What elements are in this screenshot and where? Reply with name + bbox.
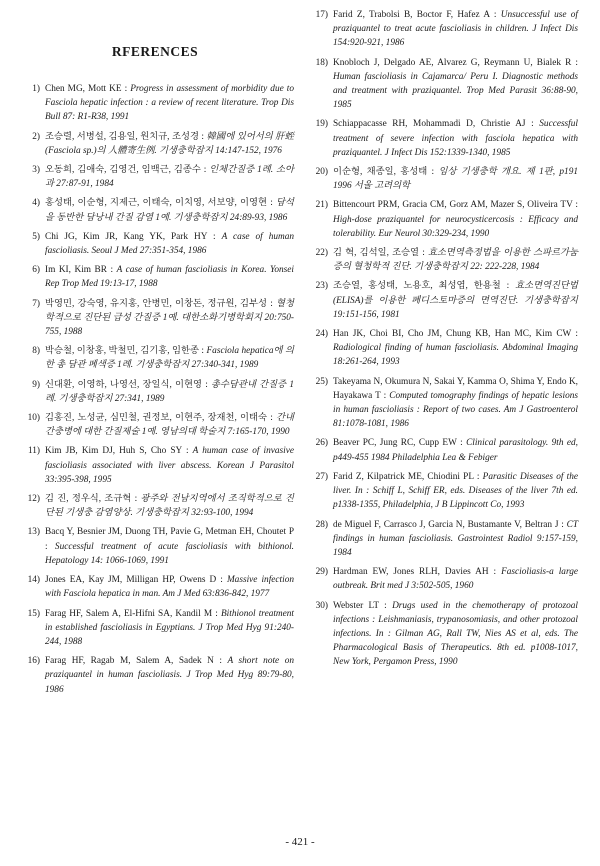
- reference-citation: High-dose praziquantel for neurocysticercosis : Efficacy and tolerability. Eur Neurol 30:329-234, 1990: [333, 214, 578, 239]
- reference-text: [333, 117, 578, 160]
- reference-authors: Farag HF, Ragab M, Salem A, Sadek N :: [45, 656, 228, 667]
- reference-number: 19): [315, 119, 328, 130]
- reference-text: [45, 607, 294, 650]
- reference-text: [45, 492, 294, 520]
- reference-item: [18, 263, 294, 291]
- reference-text: [45, 163, 294, 191]
- reference-item: [306, 470, 578, 513]
- reference-item: [18, 297, 294, 340]
- reference-text: [333, 565, 578, 593]
- reference-citation: 인체간질증 1례. 소아과 27:87-91, 1984: [45, 165, 294, 190]
- reference-number: 12): [27, 494, 40, 505]
- reference-citation: Drugs used in the chemotherapy of protozoal infections : Leishmaniasis, trypanosomiasis, and other protozoal infections. In : Gilman AG, Rall TW, Nies AS et al, eds. The Pharmacological Basis of Therapeutics. 8th ed. p1008-1017, New York, Pergamon Press, 1990: [333, 600, 578, 668]
- reference-authors: Chen MG, Mott KE :: [45, 84, 131, 94]
- reference-item: [18, 130, 294, 158]
- reference-citation: 담석을 동반한 담낭내 간질 감염 1예. 기생충학잡지 24:89-93, 1986: [45, 198, 294, 223]
- reference-number: 10): [27, 413, 40, 424]
- reference-authors: Farid Z, Kilpatrick ME, Chiodini PL :: [333, 471, 483, 482]
- reference-text: [45, 196, 294, 224]
- reference-text: [333, 56, 578, 113]
- reference-item: [18, 654, 294, 697]
- reference-number: 1): [32, 84, 40, 94]
- reference-citation: A short note on praziquantel in human fascioliasis. J Trop Med Hyg 89:79-80, 1986: [45, 656, 295, 695]
- reference-text: [333, 279, 578, 322]
- reference-authors: 신대환, 이영하, 나영선, 장일식, 이현영 :: [45, 379, 212, 390]
- reference-citation: Successful treatment of severe infection with fasciola hepatica with praziquantel. J Infect Dis 152:1339-1340, 1985: [333, 119, 578, 158]
- reference-citation: Computed tomography findings of hepatic lesions in human fascioliasis : Report of two cases. Am J Gastroenterol 81:1078-1081, 1986: [333, 390, 578, 430]
- reference-item: [18, 607, 294, 650]
- reference-authors: 김 진, 정우식, 조규혁 :: [45, 494, 141, 505]
- reference-text: [45, 573, 294, 601]
- reference-authors: Webster LT :: [333, 600, 393, 611]
- reference-text: [333, 246, 578, 274]
- reference-text: [45, 378, 294, 406]
- reference-authors: Chi JG, Kim JR, Kang YK, Park HY :: [45, 231, 222, 242]
- reference-text: [45, 297, 294, 340]
- reference-authors: Beaver PC, Jung RC, Cupp EW :: [333, 438, 467, 449]
- reference-item: [306, 246, 578, 274]
- reference-citation: 효소면역진단법(ELISA)를 이용한 폐디스토마증의 면역진단. 기생충학잡지 19:151-156, 1981: [333, 281, 578, 320]
- reference-number: 5): [32, 231, 40, 242]
- reference-number: 3): [32, 165, 40, 176]
- reference-item: [306, 436, 578, 464]
- reference-text: [45, 654, 294, 697]
- reference-authors: 김홍진, 노성균, 심민철, 권정보, 이현주, 장재천, 이태숙 :: [45, 413, 277, 424]
- reference-number: 7): [32, 298, 40, 309]
- reference-authors: Knobloch J, Delgado AE, Alvarez G, Reymann U, Bialek R :: [333, 57, 578, 68]
- reference-citation: Human fascioliasis in Cajamarca/ Peru I. Diagnostic methods and treatment with praziquantel. Trop Med Parasit 36:88-90, 1985: [333, 71, 578, 111]
- reference-citation: Fascioliasis-a large outbreak. Brit med J 3:502-505, 1960: [333, 567, 578, 592]
- reference-item: [18, 82, 294, 125]
- reference-authors: 이순형, 채종일, 홍성태 :: [333, 167, 439, 178]
- reference-citation: Radiological finding of human fascioliasis. Abdominal Imaging 18:261-264, 1993: [333, 343, 578, 368]
- reference-text: [333, 327, 578, 370]
- reference-text: [45, 411, 294, 439]
- reference-citation: A case of human fascioliasis in Korea. Yonsei Rep Trop Med 19:13-17, 1988: [45, 265, 294, 290]
- reference-citation: 혈청학적으로 진단된 급성 간질증 1예. 대한소화기병학회지 20:750-755, 1988: [45, 298, 294, 338]
- reference-number: 4): [32, 198, 40, 209]
- reference-authors: Bacq Y, Besnier JM, Duong TH, Pavie G, Metman EH, Choutet P :: [45, 527, 294, 552]
- reference-item: [306, 279, 578, 322]
- reference-item: [18, 163, 294, 191]
- reference-number: 17): [315, 10, 328, 20]
- reference-citation: Massive infection with Fasciola hepatica in man. Am J Med 63:836-842, 1977: [45, 575, 294, 600]
- reference-number: 22): [315, 248, 328, 259]
- reference-authors: Hardman EW, Jones RLH, Davies AH :: [333, 567, 502, 578]
- reference-text: [333, 198, 578, 241]
- reference-citation: Bithionol treatment in established fascioliasis in Egyptians. J Trop Med Hyg 91:240-244, 1988: [45, 608, 294, 647]
- reference-authors: Farag HF, Salem A, El-Hifni SA, Kandil M :: [45, 608, 221, 619]
- reference-text: [45, 444, 294, 487]
- reference-citation: Unsuccessful use of praziquantel to treat acute fascioliasis in children. J Infect Dis 154:920-921, 1986: [333, 10, 578, 49]
- reference-item: [306, 56, 578, 113]
- reference-number: 29): [315, 567, 328, 578]
- references-heading: RFERENCES: [111, 44, 199, 59]
- reference-citation: Parasitic Diseases of the liver. In : Schiff L, Schiff ER, eds. Diseases of the liver 7th ed. p1338-1355, Philadelphia, J B Lippincott Co, 1993: [333, 471, 578, 511]
- reference-number: 6): [32, 265, 40, 276]
- reference-text: [45, 344, 294, 372]
- reference-citation: CT findings in human fascioliasis. Gastrointest Radiol 9:157-159, 1984: [333, 519, 578, 558]
- reference-item: [306, 8, 578, 51]
- reference-number: 16): [27, 656, 40, 667]
- references-left-column: [18, 82, 294, 702]
- reference-item: [18, 344, 294, 372]
- reference-authors: Im KI, Kim BR :: [45, 265, 117, 276]
- reference-number: 26): [315, 438, 328, 449]
- reference-citation: 임상 기생충학 개요. 제 1판, p191 1996 서울 고려의학: [333, 167, 578, 192]
- reference-authors: Han JK, Choi BI, Cho JM, Chung KB, Han MC, Kim CW :: [333, 329, 578, 340]
- reference-item: [18, 573, 294, 601]
- reference-text: [333, 8, 578, 51]
- reference-item: [306, 375, 578, 432]
- reference-number: 8): [32, 346, 40, 357]
- reference-authors: Takeyama N, Okumura N, Sakai Y, Kamma O, Shima Y, Endo K, Hayakawa T :: [333, 376, 578, 401]
- reference-number: 2): [32, 131, 40, 142]
- reference-number: 30): [315, 600, 328, 611]
- reference-citation: Progress in assessment of morbidity due to Fasciola hepatic infection : a review of recent literature. Trop Dis Bull 87: R1-R38, 1991: [45, 84, 294, 123]
- reference-authors: 박승철, 이창홍, 박철민, 김기홍, 임한종 :: [45, 346, 207, 357]
- reference-text: [333, 375, 578, 432]
- reference-authors: Kim JB, Kim DJ, Huh S, Cho SY :: [45, 446, 193, 457]
- reference-authors: Schiappacasse RH, Mohammadi D, Christie AJ :: [333, 119, 540, 130]
- reference-item: [306, 198, 578, 241]
- references-right-column: [306, 8, 578, 675]
- reference-authors: 김 혁, 김석일, 조승열 :: [333, 248, 428, 259]
- reference-authors: 박영민, 강숙영, 유지홍, 안병민, 이창돈, 정규원, 김부성 :: [45, 298, 277, 309]
- reference-citation: A case of human fascioliasis. Seoul J Med 27:351-354, 1986: [45, 231, 294, 257]
- reference-text: [45, 263, 294, 291]
- reference-number: 25): [315, 376, 328, 387]
- reference-number: 18): [315, 57, 328, 68]
- reference-authors: de Miguel F, Carrasco J, Garcia N, Bustamante V, Beltran J :: [333, 519, 567, 530]
- reference-authors: 홍성태, 이순형, 지제근, 이태숙, 이치영, 서보양, 이영현 :: [45, 198, 277, 209]
- reference-text: [45, 82, 294, 125]
- reference-number: 23): [315, 281, 328, 292]
- reference-item: [18, 525, 294, 568]
- reference-authors: 조승열, 홍성태, 노용호, 최성엽, 한용철 :: [333, 281, 516, 292]
- reference-item: [18, 196, 294, 224]
- page-number: - 421 -: [285, 836, 315, 848]
- reference-citation: 효소면역측정법을 이용한 스파르가눔증의 혈청학적 진단. 기생충학잡지 22: 222-228, 1984: [333, 248, 578, 273]
- reference-citation: Clinical parasitology. 9th ed, p449-455 1984 Philadelphia Lea & Febiger: [333, 438, 578, 463]
- reference-authors: 조승렬, 서병설, 김용일, 원치규, 조성경 :: [45, 131, 207, 142]
- reference-item: [18, 411, 294, 439]
- reference-authors: Bittencourt PRM, Gracia CM, Gorz AM, Mazer S, Oliveira TV :: [333, 200, 578, 211]
- reference-citation: 韓國에 있어서의 肝蛭(Fasciola sp.)의 人體寄生例. 기생충학잡지 14:147-152, 1976: [45, 131, 294, 156]
- reference-item: [306, 117, 578, 160]
- reference-number: 27): [315, 471, 328, 482]
- reference-citation: 총수담관내 간질증 1례. 기생충학잡지 27:341, 1989: [45, 379, 294, 404]
- reference-item: [18, 230, 294, 258]
- reference-citation: 간내 간충병에 대한 간질제술 1예. 영남의대 학술지 7:165-170, 1990: [45, 413, 294, 438]
- reference-number: 9): [32, 379, 40, 390]
- reference-number: 14): [27, 575, 40, 586]
- reference-text: [333, 165, 578, 193]
- reference-number: 21): [315, 200, 328, 211]
- reference-item: [306, 165, 578, 193]
- reference-number: 20): [315, 167, 328, 178]
- reference-authors: Jones EA, Kay JM, Milligan HP, Owens D :: [45, 575, 227, 586]
- reference-item: [18, 444, 294, 487]
- reference-citation: Fasciola hepatica에 의한 총 담관 폐색증 1례. 기생충학잡지 27:340-341, 1989: [45, 346, 294, 371]
- reference-text: [333, 599, 578, 670]
- reference-item: [18, 492, 294, 520]
- reference-text: [333, 436, 578, 464]
- reference-item: [306, 518, 578, 561]
- reference-number: 13): [27, 527, 40, 538]
- reference-item: [306, 565, 578, 593]
- reference-item: [18, 378, 294, 406]
- reference-number: 15): [27, 608, 40, 619]
- reference-number: 24): [315, 329, 328, 340]
- reference-text: [333, 470, 578, 513]
- reference-text: [45, 525, 294, 568]
- reference-citation: Successful treatment of acute fascioliasis with bithionol. Hepatology 14: 1066-1069, 1991: [45, 541, 294, 566]
- reference-authors: 오동희, 김애숙, 김영건, 임백근, 김종수 :: [45, 165, 210, 176]
- reference-text: [45, 130, 294, 158]
- reference-item: [306, 327, 578, 370]
- reference-number: 11): [27, 446, 40, 457]
- reference-number: 28): [315, 519, 328, 530]
- reference-authors: Farid Z, Trabolsi B, Boctor F, Hafez A :: [333, 10, 501, 20]
- reference-text: [333, 518, 578, 561]
- reference-item: [306, 599, 578, 670]
- reference-text: [45, 230, 294, 258]
- reference-citation: A human case of invasive fascioliasis associated with liver abscess. Korean J Parasitol 33:395-398, 1995: [45, 446, 295, 485]
- reference-citation: 광주와 전남지역에서 조직학적으로 진단된 기생충 감염양상. 기생충학잡지 32:93-100, 1994: [45, 494, 294, 519]
